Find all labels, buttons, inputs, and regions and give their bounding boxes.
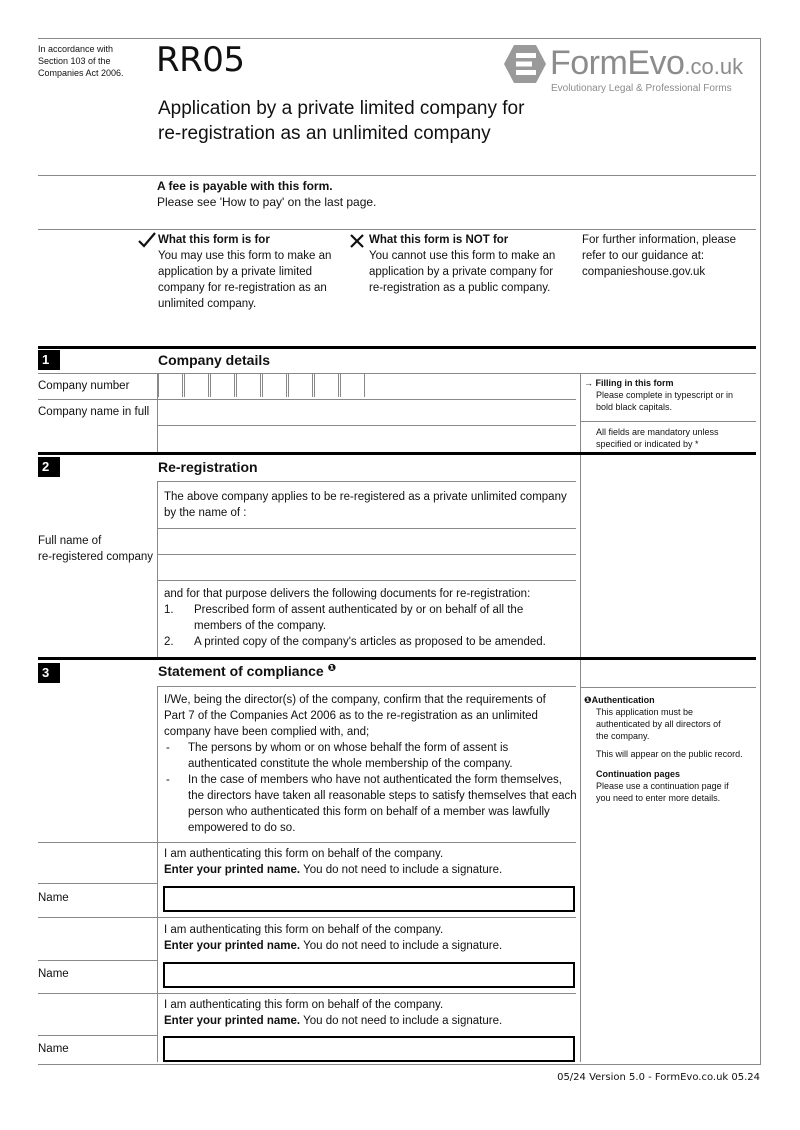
- divider: [581, 421, 756, 422]
- company-number-digit-6[interactable]: [288, 373, 313, 397]
- company-name-field-line-1[interactable]: [160, 401, 574, 423]
- section-number: 2: [38, 457, 60, 477]
- divider: [158, 425, 576, 426]
- re-registration-intro: The above company applies to be re-registered as a private unlimited company by the name of :: [164, 491, 567, 519]
- company-number-label: Company number: [38, 380, 130, 392]
- logo-mark-icon: [503, 44, 547, 84]
- divider: [38, 373, 756, 374]
- section-title: Company details: [158, 352, 271, 368]
- list-item: 1. Prescribed form of assent authenticated by or on behalf of all the members of the company.: [164, 604, 524, 632]
- further-information: For further information, please refer to our guidance at: companieshouse.gov.uk: [582, 234, 737, 278]
- form-title: Application by a private limited company for re-registration as an unlimited company: [158, 98, 525, 144]
- company-number-digit-8[interactable]: [340, 373, 365, 397]
- logo-tagline: Evolutionary Legal & Professional Forms: [551, 83, 732, 94]
- company-name-label: Company name in full: [38, 406, 150, 418]
- section-rule: [38, 346, 756, 349]
- divider: [38, 883, 158, 884]
- list-item: - In the case of members who have not authenticated the form themselves, the directors have taken all reasonable steps to satisfy themselves that each person who authenticated this form on behalf of a member was lawfully empowered to do so.: [164, 772, 578, 836]
- right-border: [760, 38, 761, 1064]
- column-rule: [580, 455, 581, 657]
- arrow-right-icon: →: [584, 378, 593, 388]
- documents-list: and for that purpose delivers the following documents for re-registration: 1. Prescribed form of assent authenticated by or on behalf of all the members of the company. 2. A printed copy of the company's articles as proposed to be amended.: [164, 586, 574, 650]
- filling-in-guidance: → Filling in this form Please complete in typescript or in bold black capitals.: [584, 378, 734, 413]
- divider: [38, 229, 756, 230]
- company-number-digit-4[interactable]: [236, 373, 261, 397]
- company-number-digit-1[interactable]: [158, 373, 183, 397]
- bottom-border: [38, 1064, 761, 1065]
- form-code: RR05: [156, 40, 245, 80]
- section-rule: [38, 657, 756, 660]
- divider: [158, 528, 576, 529]
- top-border: [38, 38, 761, 39]
- note-marker-icon: ❶: [327, 663, 337, 674]
- compliance-statement: I/We, being the director(s) of the company, confirm that the requirements of Part 7 of the Companies Act 2006 as to the re-registration as an unlimited company have been complied with, and; - The persons by whom or on whose behalf the form of assent is authenticated constitute the whole membership of the company. - In the case of members who have not authenticated the form themselves, the directors have taken all reasonable steps to satisfy themselves that each person who authenticated this form on behalf of a member was lawfully empowered to do so.: [164, 692, 578, 836]
- authentication-note: I am authenticating this form on behalf of the company. Enter your printed name. You do not need to include a signature.: [164, 999, 503, 1027]
- form-is-for: What this form is for You may use this form to make an application by a private limited company for re-registration as an unlimited company.: [158, 234, 332, 310]
- director-name-input-1[interactable]: [163, 886, 575, 912]
- cross-icon: [350, 234, 364, 248]
- name-label: Name: [38, 892, 69, 904]
- name-label: Name: [38, 1043, 69, 1055]
- new-name-field-line-1[interactable]: [160, 530, 574, 552]
- full-name-label: Full name of re-registered company: [38, 535, 154, 563]
- director-name-input-2[interactable]: [163, 962, 575, 988]
- form-not-for: What this form is NOT for You cannot use this form to make an application by a private company for re-registration as a public company.: [369, 234, 556, 294]
- name-label: Name: [38, 968, 69, 980]
- divider: [38, 1035, 158, 1036]
- mandatory-note: All fields are mandatory unless specified or indicated by *: [596, 427, 719, 450]
- section-number: 3: [38, 663, 60, 683]
- fee-notice: A fee is payable with this form. Please see 'How to pay' on the last page.: [157, 179, 377, 209]
- note-marker-icon: ❶: [584, 695, 592, 705]
- column-rule: [580, 373, 581, 453]
- company-number-digit-2[interactable]: [184, 373, 209, 397]
- list-item: - The persons by whom or on whose behalf the form of assent is authenticated constitute the whole membership of the company.: [164, 740, 578, 772]
- divider: [38, 175, 756, 176]
- divider: [38, 399, 576, 400]
- list-item: 2. A printed copy of the company's articles as proposed to be amended.: [164, 636, 546, 648]
- accordance-note: In accordance with Section 103 of the Companies Act 2006.: [38, 44, 124, 79]
- section-number: 1: [38, 350, 60, 370]
- authentication-note: I am authenticating this form on behalf of the company. Enter your printed name. You do not need to include a signature.: [164, 848, 503, 876]
- company-name-field-line-2[interactable]: [160, 427, 574, 449]
- section-title: Statement of compliance $^❶$: [158, 663, 337, 679]
- logo-domain: .co.uk: [684, 54, 744, 79]
- authentication-note: I am authenticating this form on behalf of the company. Enter your printed name. You do not need to include a signature.: [164, 924, 503, 952]
- divider: [38, 960, 158, 961]
- section-rule: [38, 452, 756, 455]
- logo-text: FormEvo: [550, 44, 685, 82]
- footer-version: 05/24 Version 5.0 - FormEvo.co.uk 05.24: [557, 1072, 760, 1083]
- company-number-digit-5[interactable]: [262, 373, 287, 397]
- divider: [158, 686, 576, 687]
- divider: [38, 917, 576, 918]
- divider: [581, 687, 756, 688]
- divider: [158, 481, 576, 482]
- authentication-guidance: ❶Authentication This application must be authenticated by all directors of the company. This will appear on the public record. Continuation pages Please use a continuation page if you need to enter more details.: [584, 695, 743, 803]
- divider: [38, 842, 576, 843]
- director-name-input-3[interactable]: [163, 1036, 575, 1062]
- divider: [38, 993, 576, 994]
- checkmark-icon: [138, 232, 156, 248]
- company-number-digit-7[interactable]: [314, 373, 339, 397]
- section-title: Re-registration: [158, 459, 258, 475]
- formevo-logo: [503, 42, 757, 98]
- new-name-field-line-2[interactable]: [160, 556, 574, 578]
- company-number-digit-3[interactable]: [210, 373, 235, 397]
- column-rule: [157, 686, 158, 1062]
- divider: [158, 580, 576, 581]
- column-rule: [157, 481, 158, 657]
- column-rule: [580, 660, 581, 1062]
- divider: [158, 554, 576, 555]
